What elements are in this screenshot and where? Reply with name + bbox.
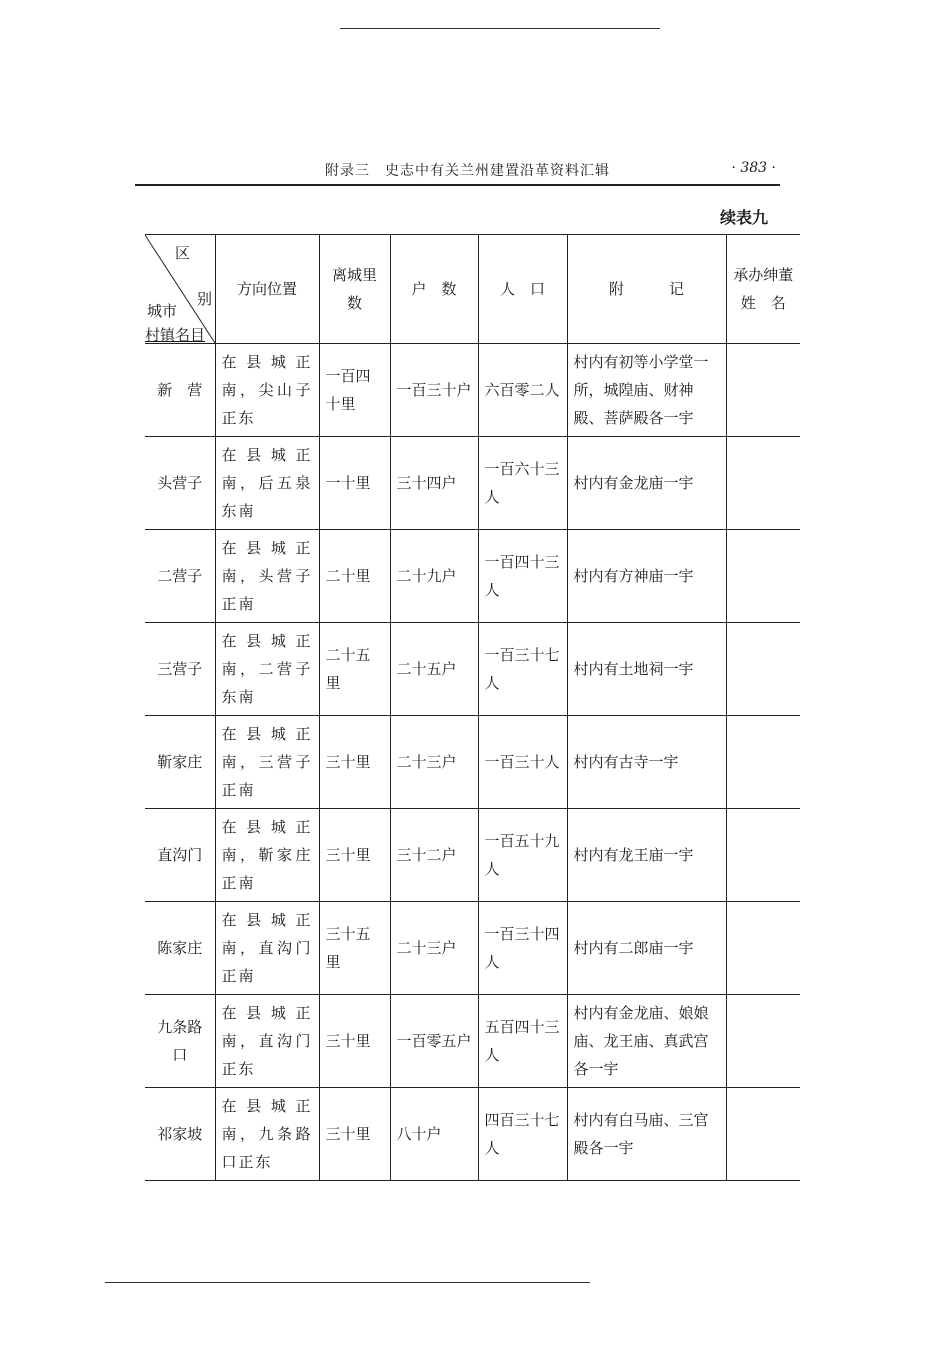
cell-distance: 三十里 xyxy=(319,995,390,1088)
table-header-row xyxy=(145,235,800,344)
table-row xyxy=(145,902,800,995)
cell-official xyxy=(726,344,800,437)
cell-official xyxy=(726,809,800,902)
cell-notes: 村内有金龙庙一宇 xyxy=(567,437,726,530)
village-table xyxy=(145,234,800,1181)
cell-population: 一百三十七人 xyxy=(478,623,567,716)
scan-artifact-top xyxy=(340,28,660,29)
cell-official xyxy=(726,530,800,623)
header-official xyxy=(726,235,800,344)
cell-notes: 村内有初等小学堂一所，城隍庙、财神殿、菩萨殿各一宇 xyxy=(567,344,726,437)
cell-households: 二十五户 xyxy=(390,623,478,716)
cell-notes: 村内有白马庙、三官殿各一宇 xyxy=(567,1088,726,1181)
cell-households: 二十三户 xyxy=(390,716,478,809)
cell-population: 一百六十三人 xyxy=(478,437,567,530)
cell-notes: 村内有土地祠一宇 xyxy=(567,623,726,716)
cell-households: 三十二户 xyxy=(390,809,478,902)
cell-distance: 一十里 xyxy=(319,437,390,530)
table-row xyxy=(145,530,800,623)
cell-direction: 在县城正南，九条路口正东 xyxy=(215,1088,319,1181)
cell-direction: 在县城正南，二营子东南 xyxy=(215,623,319,716)
cell-households: 一百零五户 xyxy=(390,995,478,1088)
cell-distance: 二十五里 xyxy=(319,623,390,716)
table-row xyxy=(145,344,800,437)
table-row xyxy=(145,623,800,716)
corner-label-city: 城市 xyxy=(147,302,178,320)
cell-households: 一百三十户 xyxy=(390,344,478,437)
header-official-line2: 姓 名 xyxy=(740,294,786,312)
table-label: 续表九 xyxy=(719,208,768,227)
cell-notes: 村内有古寺一宇 xyxy=(567,716,726,809)
cell-population: 一百三十四人 xyxy=(478,902,567,995)
cell-population: 一百四十三人 xyxy=(478,530,567,623)
table-row xyxy=(145,437,800,530)
cell-distance: 三十五里 xyxy=(319,902,390,995)
cell-distance: 二十里 xyxy=(319,530,390,623)
header-households: 户 数 xyxy=(390,235,478,344)
cell-notes: 村内有方神庙一宇 xyxy=(567,530,726,623)
cell-households: 八十户 xyxy=(390,1088,478,1181)
cell-name: 陈家庄 xyxy=(145,902,215,995)
cell-official xyxy=(726,623,800,716)
corner-label-district: 区 xyxy=(175,244,191,262)
cell-population: 一百三十人 xyxy=(478,716,567,809)
cell-name: 祁家坡 xyxy=(145,1088,215,1181)
cell-name: 靳家庄 xyxy=(145,716,215,809)
header-population: 人 口 xyxy=(478,235,567,344)
table-row xyxy=(145,1088,800,1181)
table-row xyxy=(145,716,800,809)
cell-households: 二十九户 xyxy=(390,530,478,623)
running-header xyxy=(135,160,780,186)
corner-label-town: 村镇名目 xyxy=(145,326,206,344)
cell-name: 直沟门 xyxy=(145,809,215,902)
cell-households: 二十三户 xyxy=(390,902,478,995)
cell-official xyxy=(726,1088,800,1181)
cell-direction: 在县城正南，直沟门正东 xyxy=(215,995,319,1088)
chapter-title: 附录三 史志中有关兰州建置沿革资料汇辑 xyxy=(325,163,610,179)
cell-population: 四百三十七人 xyxy=(478,1088,567,1181)
table-row xyxy=(145,995,800,1088)
cell-direction: 在县城正南，直沟门正南 xyxy=(215,902,319,995)
header-distance: 离城里数 xyxy=(319,235,390,344)
cell-name: 三营子 xyxy=(145,623,215,716)
corner-header xyxy=(145,235,215,344)
cell-name: 新 营 xyxy=(145,344,215,437)
header-official-line1: 承办绅董 xyxy=(733,266,794,284)
cell-official xyxy=(726,902,800,995)
header-notes: 附 记 xyxy=(567,235,726,344)
cell-name: 九条路口 xyxy=(145,995,215,1088)
table-row xyxy=(145,809,800,902)
cell-direction: 在县城正南，尖山子正东 xyxy=(215,344,319,437)
cell-distance: 三十里 xyxy=(319,716,390,809)
cell-name: 头营子 xyxy=(145,437,215,530)
cell-official xyxy=(726,995,800,1088)
page-number: · 383 · xyxy=(731,160,776,176)
cell-direction: 在县城正南，靳家庄正南 xyxy=(215,809,319,902)
cell-official xyxy=(726,437,800,530)
cell-notes: 村内有金龙庙、娘娘庙、龙王庙、真武宫各一宇 xyxy=(567,995,726,1088)
cell-direction: 在县城正南，三营子正南 xyxy=(215,716,319,809)
cell-population: 六百零二人 xyxy=(478,344,567,437)
cell-distance: 一百四十里 xyxy=(319,344,390,437)
cell-population: 一百五十九人 xyxy=(478,809,567,902)
corner-label-category: 别 xyxy=(197,290,213,308)
cell-direction: 在县城正南，后五泉东南 xyxy=(215,437,319,530)
cell-households: 三十四户 xyxy=(390,437,478,530)
cell-distance: 三十里 xyxy=(319,1088,390,1181)
cell-population: 五百四十三人 xyxy=(478,995,567,1088)
scan-artifact-bottom xyxy=(105,1282,590,1283)
cell-official xyxy=(726,716,800,809)
cell-direction: 在县城正南，头营子正南 xyxy=(215,530,319,623)
cell-notes: 村内有二郎庙一宇 xyxy=(567,902,726,995)
cell-distance: 三十里 xyxy=(319,809,390,902)
cell-name: 二营子 xyxy=(145,530,215,623)
cell-notes: 村内有龙王庙一宇 xyxy=(567,809,726,902)
header-direction: 方向位置 xyxy=(215,235,319,344)
